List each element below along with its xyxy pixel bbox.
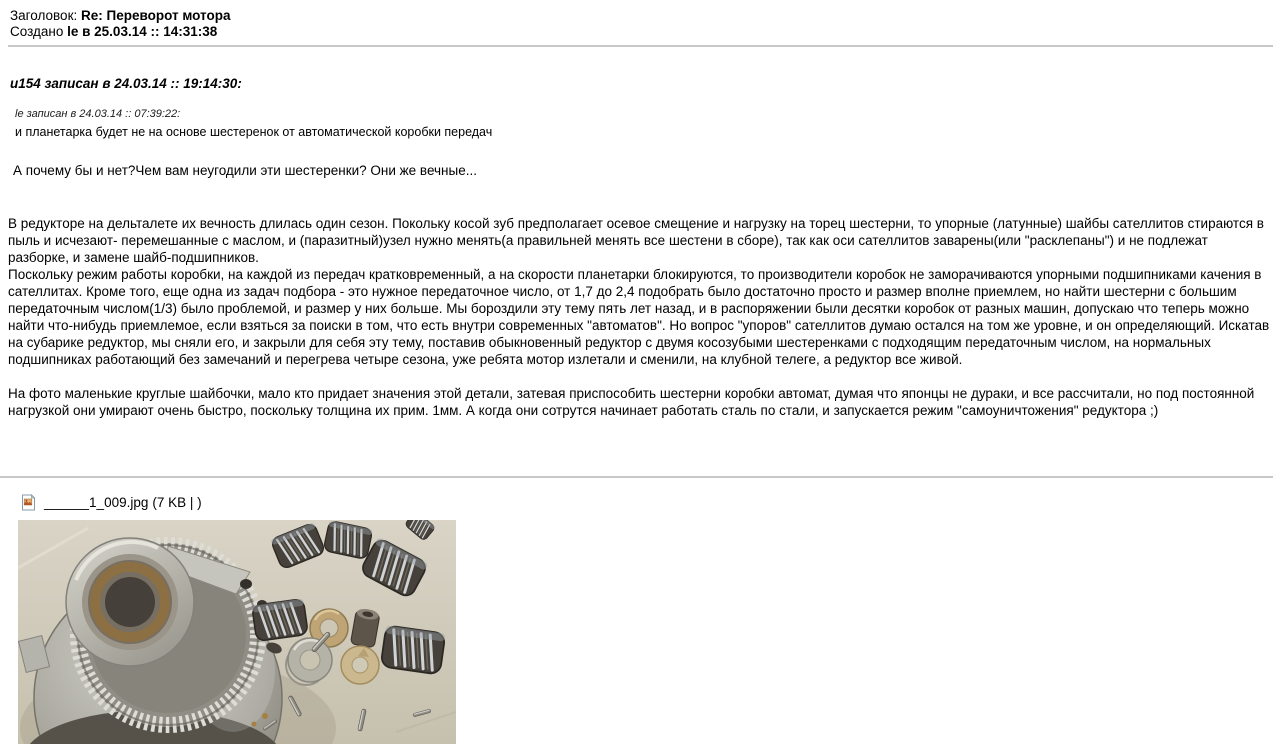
post-created-line: [10, 24, 217, 40]
post-title-line: [10, 8, 231, 24]
post-paragraph: В редукторе на дельталете их вечность длилась один сезон. Покольку косой зуб предполагает осевое смещение и нагрузку на торец шестерни, то упорные (латунные) шайбы сателлитов стираются в пыль и исчезают- перемешанные с маслом, и (паразитный)узел нужно менять(а правильней менять все шестени в сборе), так как оси сателлитов заварены(или "расклепаны") и не подлежат разборке, и замене шайб-подшипников.: [8, 216, 1264, 265]
quote-inner-author: le записан в 24.03.14 :: 07:39:22:: [15, 108, 181, 120]
gearbox-parts-photo: [18, 520, 456, 744]
header-divider: [8, 45, 1273, 47]
image-file-icon: [20, 494, 36, 511]
post-body: [8, 215, 1271, 419]
quote-inner-text: и планетарка будет не на основе шестеренок от автоматической коробки передач: [15, 125, 493, 139]
attached-photo: [18, 520, 456, 744]
created-label: Создано: [10, 24, 68, 39]
attachment-size: (7 KB | ): [152, 494, 202, 510]
post-paragraph: На фото маленькие круглые шайбочки, мало кто придает значения этой детали, затевая приспособить шестерни коробки автомат, думая что японцы не дураки, и все рассчитали, но под постоянной нагрузкой они умирают очень быстро, поскольку толщина их прим. 1мм. А когда они сотрутся начинает работать сталь по стали, и запускается режим "самоуничтожения" редуктора ;): [8, 386, 1255, 418]
attachment-row: [20, 491, 202, 513]
post-title: Re: Переворот мотора: [80, 8, 231, 23]
post-paragraph: Поскольку режим работы коробки, на каждой из передач кратковременный, а на скорости планетарки блокируются, то производители коробок не заморачиваются упорными подшипниками качения в сателлитах. Кроме того, еще одна из задач подбора - это нужное передаточное число, от 1,7 до 2,4 подобрать было достаточно просто и размер вполне приемлем, но найти шестерни с большим передаточным числом(1/3) было проблемой, и размер у них больше. Мы бороздили эту тему пять лет назад, и в распоряжении были десятки коробок от разных машин, допускаю что теперь можно найти что-нибудь приемлемое, если взяться за поиски в том, что есть внутри современных "автоматов". Но вопрос "упоров" сателлитов думаю остался на том же уровне, и он определяющий. Искатав на субарике редуктор, мы сняли его, и закрыли для себя эту тему, поставив обыкновенный редуктор с двумя косозубыми шестеренками с подходящим передаточным числом, на нормальных подшипниках работающий без замечаний и перегрева четыре сезона, уже ребята мотор излетали и сменили, на клубной телеге, а редуктор все живой.: [8, 267, 1270, 367]
created-value: le в 25.03.14 :: 14:31:38: [67, 24, 218, 39]
quote-reply-text: А почему бы и нет?Чем вам неугодили эти шестеренки? Они же вечные...: [13, 163, 477, 178]
attachment-filename-link[interactable]: ______1_009.jpg: [44, 494, 149, 510]
title-label: Заголовок:: [10, 8, 81, 23]
attachment-divider: [0, 476, 1273, 478]
quote-outer-author: и154 записан в 24.03.14 :: 19:14:30:: [10, 76, 242, 91]
